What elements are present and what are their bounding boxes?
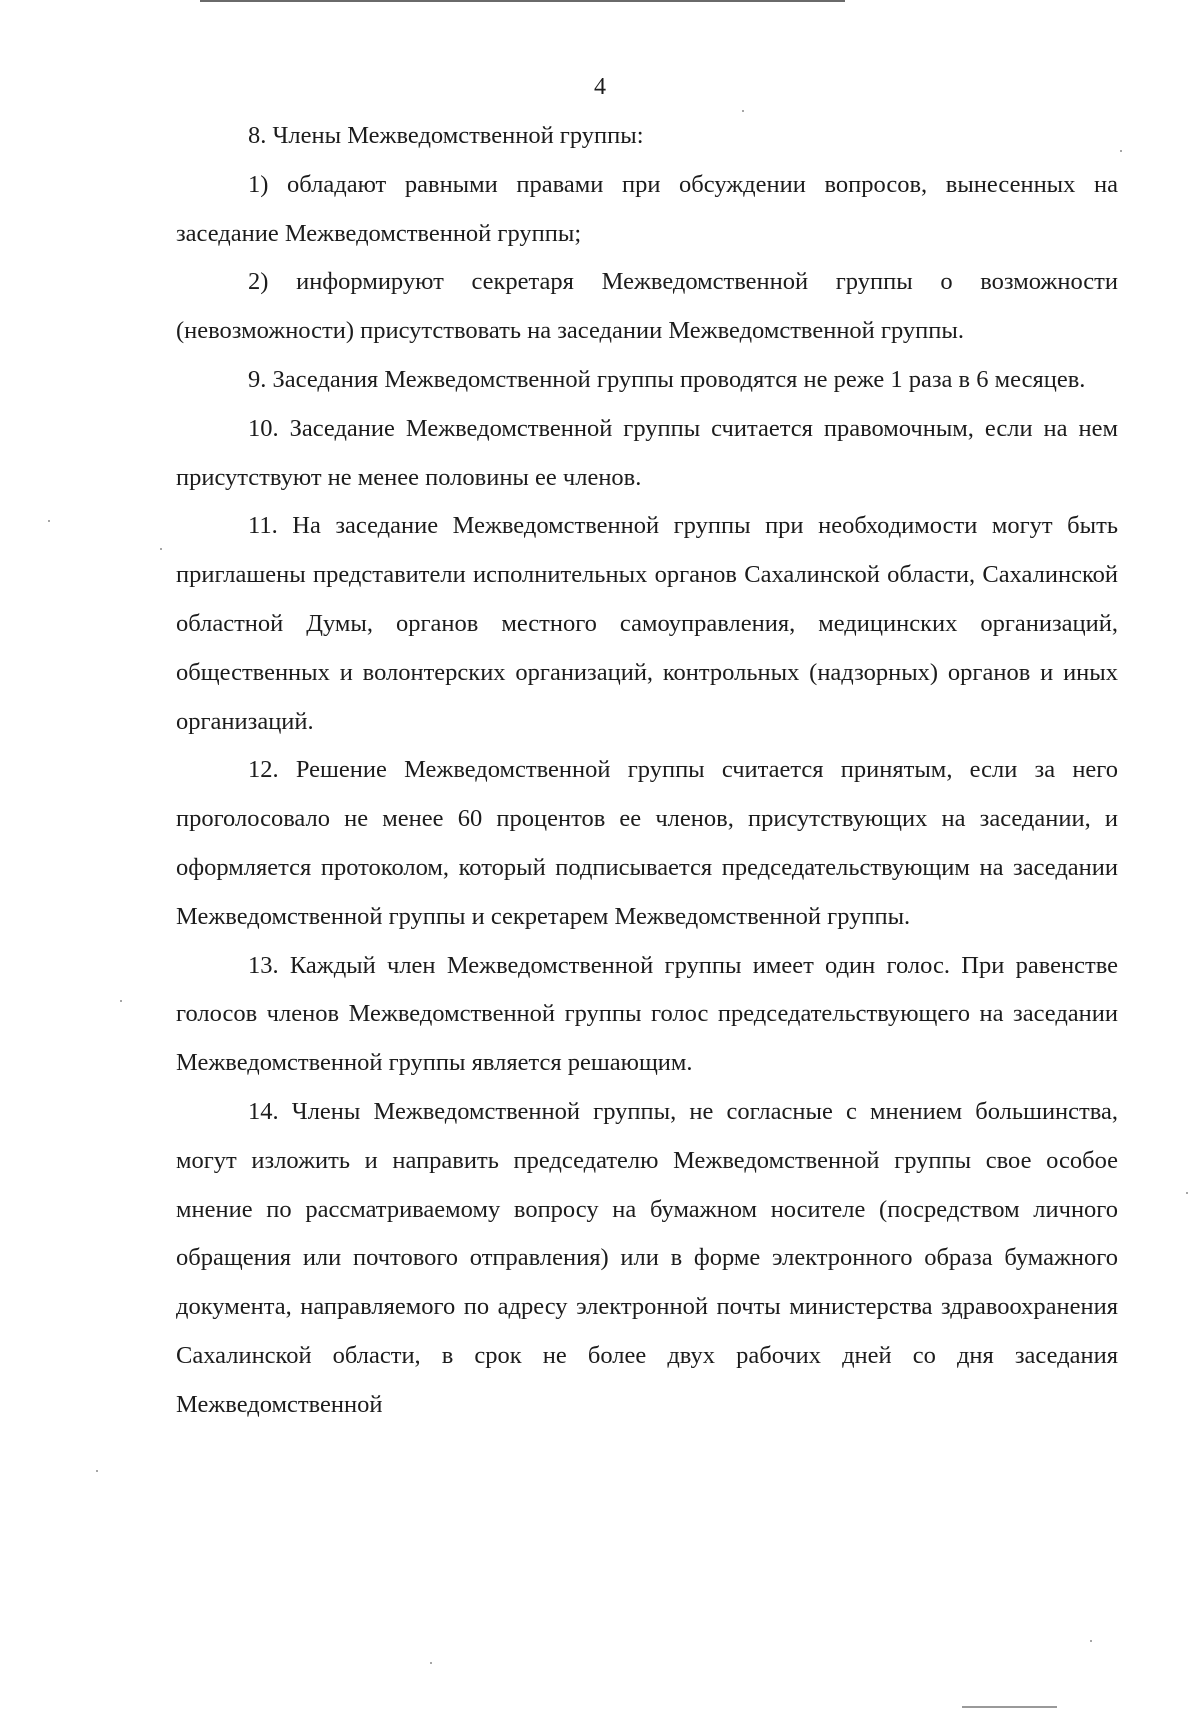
page-number: 4 <box>594 74 606 100</box>
scan-speck <box>1186 1192 1188 1194</box>
document-body <box>176 112 1118 1430</box>
scan-speck <box>430 1662 432 1664</box>
scan-speck <box>1120 150 1122 152</box>
scan-speck <box>160 548 162 550</box>
paragraph-8-item-1: 1) обладают равными правами при обсуждении вопросов, вынесенных на заседание Межведомственной группы; <box>176 170 1118 247</box>
paragraph-13: 13. Каждый член Межведомственной группы имеет один голос. При равенстве голосов членов Межведомственной группы голос председательствующего на заседании Межведомственной группы является решающим. <box>176 951 1118 1077</box>
paragraph-8: 8. Члены Межведомственной группы: <box>248 122 644 149</box>
scan-speck <box>742 110 744 112</box>
bottom-scan-edge-line <box>962 1706 1057 1708</box>
paragraph-8-item-2: 2) информируют секретаря Межведомственной группы о возможности (невозможности) присутствовать на заседании Межведомственной группы. <box>176 268 1118 345</box>
top-scan-edge-line <box>200 0 845 2</box>
scan-speck <box>120 1000 122 1002</box>
paragraph-14: 14. Члены Межведомственной группы, не согласные с мнением большинства, могут изложить и направить председателю Межведомственной группы свое особое мнение по рассматриваемому вопросу на бумажном носителе (посредством личного обращения или почтового отправления) или в форме электронного образа бумажного документа, направляемого по адресу электронной почты министерства здравоохранения Сахалинской области, в срок не более двух рабочих дней со дня заседания Межведомственной <box>176 1097 1118 1418</box>
scan-speck <box>1090 1640 1092 1642</box>
scan-speck <box>96 1470 98 1472</box>
scan-speck <box>48 520 50 522</box>
paragraph-10: 10. Заседание Межведомственной группы считается правомочным, если на нем присутствуют не менее половины ее членов. <box>176 414 1118 491</box>
paragraph-11: 11. На заседание Межведомственной группы при необходимости могут быть приглашены представители исполнительных органов Сахалинской области, Сахалинской областной Думы, органов местного самоуправления, медицинских организаций, общественных и волонтерских организаций, контрольных (надзорных) органов и иных организаций. <box>176 512 1118 735</box>
paragraph-9: 9. Заседания Межведомственной группы проводятся не реже 1 раза в 6 месяцев. <box>248 365 1086 393</box>
paragraph-12: 12. Решение Межведомственной группы считается принятым, если за него проголосовало не менее 60 процентов ее членов, присутствующих на заседании, и оформляется протоколом, который подписывается председательствующим на заседании Межведомственной группы и секретарем Межведомственной группы. <box>176 756 1118 930</box>
